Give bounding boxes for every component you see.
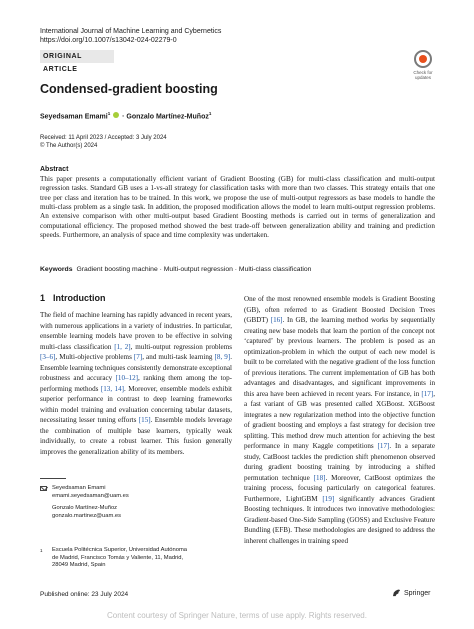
citation-link[interactable]: [19] [322, 494, 335, 503]
citation-link[interactable]: [10–12] [115, 374, 139, 382]
keywords [40, 266, 311, 273]
affiliation-line: 28049 Madrid, Spain [52, 562, 106, 569]
affiliation [40, 547, 187, 570]
citation-link[interactable]: [3–6] [40, 353, 56, 361]
journal-header [40, 27, 221, 45]
courtesy-watermark: Content courtesy of Springer Nature, terms of use apply. Rights reserved. [107, 611, 367, 620]
author-name[interactable]: Gonzalo Martínez-Muñoz [126, 113, 209, 121]
citation-link[interactable]: [1, 2] [114, 342, 131, 351]
body-column-right: One of the most renowned ensemble models is Gradient Boosting (GB), often referred to as Gradient Boosted Decision Trees (GBDT) [16]. In GB, the learning method works by sequentially creating new base models that learn the portion of the concept not ‘captured’ by previous learners. The problem is posed as an optimization-problem in which the output of each new model is built to be correlated with the negative gradient of the loss function of previous iterations. The current implementation of GB has both advantages and disadvantages, and significant improvements in this area have been achieved in recent years. For instance, in [17], a fast variant of GB was presented called XGBoost. XGBoost integrates a new regularization method into the objective function of gradient boosting and employs a fast strategy for decision tree splitting. This method drew much attention for achieving the best performance in many Kaggle competitions [17]. In a separate study, CatBoost tackles the prediction shift phenomenon observed during gradient boosting training by introducing a shifted permutation technique [18]. Moreover, CatBoost optimizes the training process, focusing particularly on categorical features. Furthermore, LightGBM [19] significantly advances Gradient Boosting techniques. It introduces two innovative methodologies: Gradient-based One-Side Sampling (GOSS) and Exclusive Feature Bundling (EFB). These methodologies are designed to address the inherent challenges in training speed [244, 295, 436, 545]
published-date: Published online: 23 July 2024 [40, 591, 129, 598]
author-list [40, 111, 211, 120]
article-title: Condensed-gradient boosting [40, 82, 218, 96]
doi-link[interactable]: https://doi.org/10.1007/s13042-024-02279-0 [40, 37, 177, 44]
check-for-updates-button[interactable] [408, 50, 438, 80]
citation-link[interactable]: [17] [377, 442, 390, 450]
affiliation-line: de Madrid, Francisco Tomás y Valiente, 11, Madrid, [52, 554, 184, 561]
corresponding-author-email[interactable]: emami.seyedsaman@uam.es [52, 492, 129, 499]
orcid-icon[interactable] [113, 112, 119, 118]
keywords-list: Gradient boosting machine · Multi-output regression · Multi-class classification [76, 266, 312, 273]
affiliation-line: Escuela Politécnica Superior, Universidad Autónoma [52, 547, 188, 553]
corresponding-author-name: Seyedsaman Emami [52, 485, 106, 491]
citation-link[interactable]: [18] [313, 473, 326, 482]
coauthor-email[interactable]: gonzalo.martinez@uam.es [52, 512, 122, 519]
body-column-left: The field of machine learning has rapidly advanced in recent years, with numerous applications in a variety of industries. In particular, ensemble learning models have proven to be effective in solving multi-class classification [1, 2], multi-output regression problems [3–6], Multi-objective problems [7], and multi-task learning [8, 9]. Ensemble learning techniques consistently demonstrate exceptional robustness and accuracy [10–12], ranking them among the top-performing methods [13, 14]. Moreover, ensemble models exhibit superior performance in contrast to deep learning frameworks within model training and evaluation concerning tabular datasets, necessitating lesser tuning efforts [15]. Ensemble models leverage the combination of multiple base learners, typically weak individually, to create a robust learner. This fusion generally improves the generalization ability of its members. [40, 311, 233, 456]
affiliation-number: 1 [40, 548, 43, 553]
section-number: 1 [40, 293, 46, 303]
abstract-heading: Abstract [40, 166, 69, 173]
check-updates-label: Check for updates [413, 70, 433, 80]
author-name[interactable]: Seyedsaman Emami [40, 113, 108, 121]
citation-link[interactable]: [17] [421, 389, 434, 398]
affiliation-marker: 1 [208, 111, 212, 116]
citation-link[interactable]: [7] [133, 353, 143, 361]
citation-link[interactable]: [16] [270, 316, 283, 324]
author-separator: · [120, 113, 127, 121]
abstract-text: This paper presents a computationally efficient variant of Gradient Boosting (GB) for multi-class classification and multi-output regression tasks. Standard GB uses a 1-vs-all strategy for classification tasks with more than two classes. This strategy entails that one tree per class and iteration has to be trained. In this work, we propose the use of multi-output regressors as base models to handle the multi-class problem as a single task. In addition, the proposed modification allows the model to learn multi-output regression problems. An extensive comparison with other multi-output based Gradient Boosting methods is carried out in terms of generalization and computational efficiency. The proposed method showed the best trade-off between generalization ability and training and prediction speeds. Furthermore, an analysis of space and time complexity was undertaken. [40, 175, 435, 240]
article-dates [40, 134, 167, 150]
coauthor-name: Gonzalo Martínez-Muñoz [52, 505, 118, 512]
journal-name: International Journal of Machine Learning and Cybernetics [40, 28, 222, 35]
publisher-name: Springer [404, 589, 431, 597]
section-heading [40, 293, 106, 303]
citation-link[interactable]: [8, 9] [214, 353, 231, 361]
keywords-label: Keywords [40, 266, 73, 273]
affiliation-marker: 1 [107, 111, 111, 116]
article-type-badge: ORIGINAL ARTICLE [40, 50, 114, 63]
springer-horse-icon [392, 589, 401, 597]
citation-link[interactable]: [13, 14] [100, 384, 124, 393]
citation-link[interactable]: [15] [138, 416, 151, 424]
footnote-divider [40, 478, 66, 479]
received-accepted: Received: 11 April 2023 / Accepted: 3 July 2024 [40, 135, 167, 141]
section-title: Introduction [53, 293, 106, 303]
springer-logo [392, 589, 430, 597]
check-for-updates-icon [414, 50, 432, 68]
copyright: © The Author(s) 2024 [40, 143, 98, 149]
corresponding-authors [40, 485, 129, 520]
